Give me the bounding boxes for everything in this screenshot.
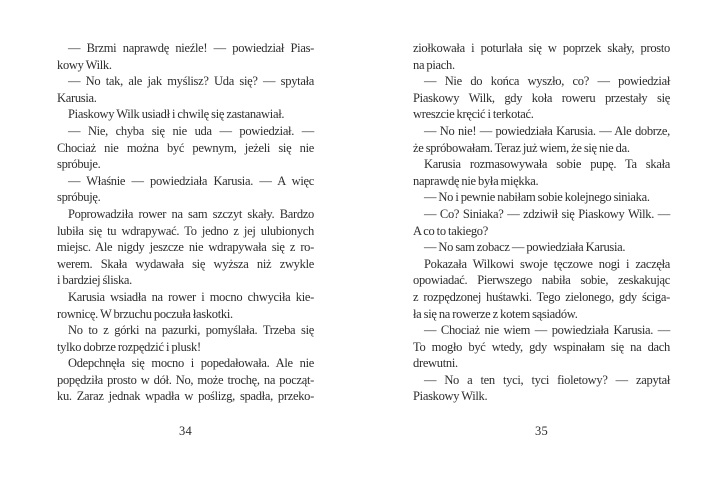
text-line: — Nie, chyba się nie uda — powiedział. —	[68, 123, 314, 138]
text-line: — Brzmi naprawdę nieźle! — powiedział Pias-	[68, 41, 314, 55]
page-number-left: 34	[179, 424, 192, 438]
text-line: Karusia.	[57, 90, 97, 105]
text-line: drewutni.	[413, 356, 458, 371]
text-line: popędziła prosto w dół. No, może trochę, na począt-	[57, 372, 314, 387]
text-line: — Co? Siniaka? — zdziwił się Piaskowy Wilk. —	[424, 206, 670, 221]
text-line: naprawdę nie była miękka.	[413, 173, 539, 188]
text-line: miejsc. Ale nigdy jeszcze nie wdrapywała się z ro-	[57, 240, 314, 255]
text-line: ła się na rowerze z kotem sąsiadów.	[413, 306, 578, 321]
text-line: — No a ten tyci, tyci fioletowy? — zapytał	[424, 372, 670, 387]
text-line: opowiadać. Pierwszego nabiła sobie, zeskakując	[413, 273, 670, 288]
text-line: tylko dobrze rozpędzić i plusk!	[57, 339, 201, 354]
page-number-right: 35	[535, 424, 548, 438]
text-line: z rozpędzonej huśtawki. Tego zielonego, gdy ściga-	[413, 289, 670, 304]
text-line: — Właśnie — powiedziała Karusia. — A więc	[68, 173, 314, 188]
text-line: że spróbowałam. Teraz już wiem, że się nie da.	[413, 140, 630, 155]
text-line: — No i pewnie nabiłam sobie kolejnego siniaka.	[424, 190, 650, 205]
text-line: — Chociaż nie wiem — powiedziała Karusia. —	[424, 323, 670, 338]
text-line: — No sam zobacz — powiedziała Karusia.	[424, 240, 626, 255]
text-line: spróbuje.	[57, 157, 101, 172]
text-line: Piaskowy Wilk.	[413, 389, 488, 404]
page-right	[360, 0, 720, 479]
text-line: Pokazała Wilkowi swoje tęczowe nogi i zaczęła	[424, 256, 670, 271]
text-line: ku. Zaraz jednak wpadła w poślizg, spadła, przeko-	[57, 389, 314, 404]
text-column-left	[57, 40, 314, 405]
text-line: kowy Wilk.	[57, 57, 112, 72]
text-column-right	[413, 40, 670, 405]
text-line: A co to takiego?	[413, 223, 488, 238]
text-line: Odepchnęła się mocno i popedałowała. Ale nie	[68, 356, 314, 371]
text-line: — No tak, ale jak myślisz? Uda się? — spytała	[68, 74, 314, 89]
text-line: lubiła się tu wdrapywać. To jedno z jej ulubionych	[57, 223, 314, 238]
text-line: wreszcie kręcić i terkotać.	[413, 107, 534, 122]
text-line: Karusia wsiadła na rower i mocno chwyciła kie-	[68, 289, 314, 304]
text-line: i bardziej śliska.	[57, 273, 132, 288]
text-line: Chociaż nie można być pewnym, jeżeli się nie	[57, 140, 314, 155]
text-line: werem. Skała wydawała się wyższa niż zwykle	[57, 256, 314, 271]
text-line: ziołkowała i poturlała się w poprzek skały, prosto	[413, 41, 670, 55]
text-line: Karusia rozmasowywała sobie pupę. Ta skała	[424, 157, 670, 172]
text-line: To mogło być wtedy, gdy wspinałam się na dach	[413, 339, 670, 354]
text-line: — Nie do końca wyszło, co? — powiedział	[424, 74, 670, 89]
text-line: No to z górki na pazurki, pomyślała. Trzeba się	[68, 323, 314, 338]
text-line: spróbuję.	[57, 190, 101, 205]
text-line: Poprowadziła rower na sam szczyt skały. Bardzo	[68, 206, 314, 221]
text-line: na piach.	[413, 57, 455, 72]
text-line: Piaskowy Wilk, gdy koła roweru przestały się	[413, 90, 670, 105]
text-line: Piaskowy Wilk usiadł i chwilę się zastanawiał.	[68, 107, 285, 122]
text-line: — No nie! — powiedziała Karusia. — Ale dobrze,	[424, 123, 670, 138]
text-line: rownicę. W brzuchu poczuła łaskotki.	[57, 306, 233, 321]
